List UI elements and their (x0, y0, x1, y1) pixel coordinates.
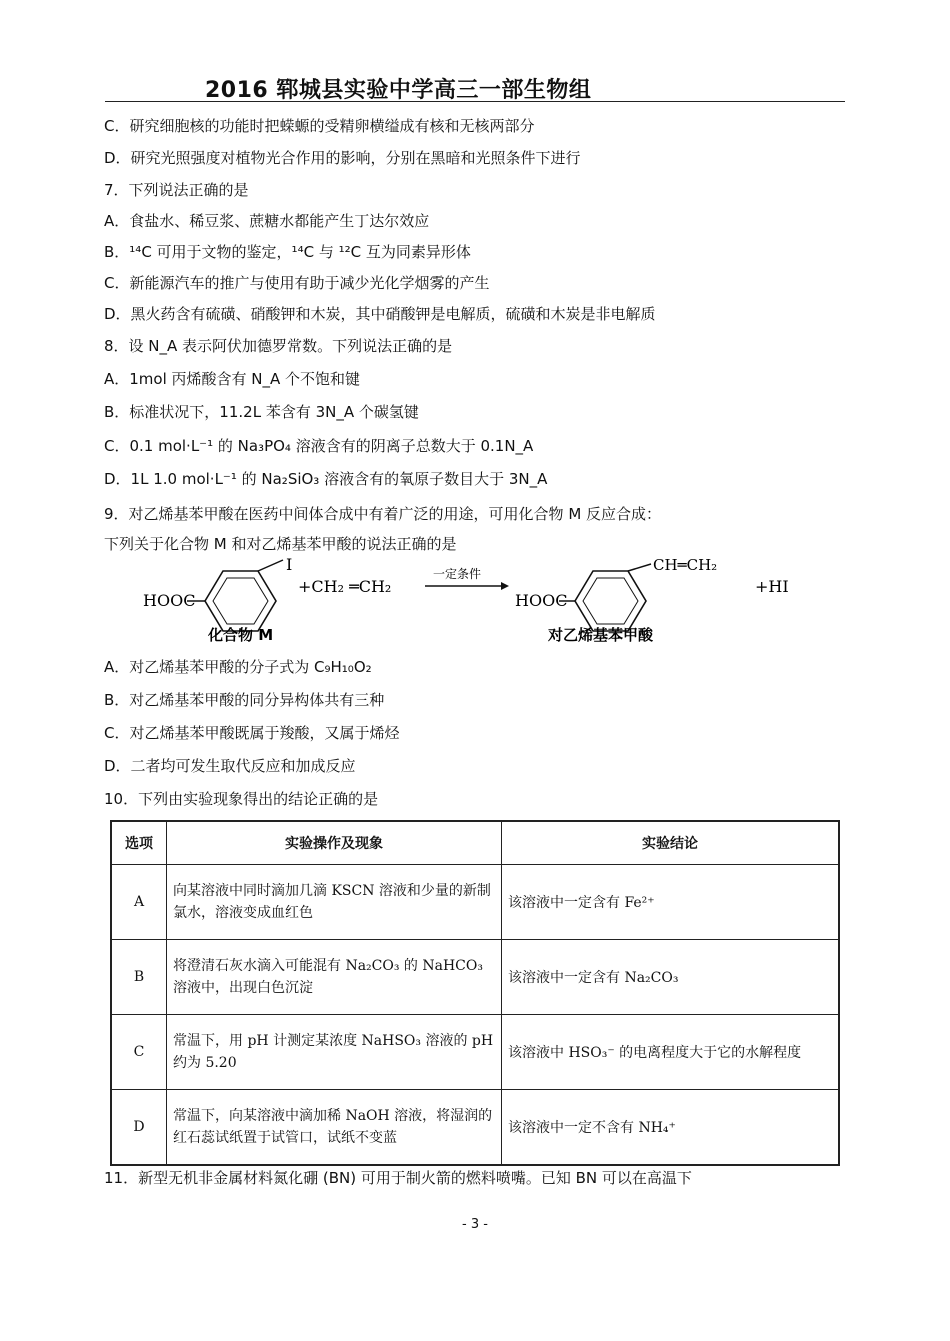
question-9-option-c: C．对乙烯基苯甲酸既属于羧酸，又属于烯烃 (104, 724, 400, 742)
row-conclusion: 该溶液中 HSO₃⁻ 的电离程度大于它的水解程度 (502, 1015, 840, 1090)
question-8-option-c: C．0.1 mol·L⁻¹ 的 Na₃PO₄ 溶液含有的阴离子总数大于 0.1N_A (104, 437, 534, 455)
reaction-equation (143, 558, 808, 643)
row-operation: 将澄清石灰水滴入可能混有 Na₂CO₃ 的 NaHCO₃ 溶液中，出现白色沉淀 (167, 940, 502, 1015)
question-6-option-d: D．研究光照强度对植物光合作用的影响，分别在黑暗和光照条件下进行 (104, 149, 581, 167)
row-conclusion: 该溶液中一定不含有 NH₄⁺ (502, 1090, 840, 1166)
reactant-group: HOOC (143, 591, 196, 610)
row-operation: 常温下，向某溶液中滴加稀 NaOH 溶液，将湿润的红石蕊试纸置于试管口，试纸不变蓝 (167, 1090, 502, 1166)
question-6-option-c: C．研究细胞核的功能时把蝾螈的受精卵横缢成有核和无核两部分 (104, 117, 535, 135)
benzene-ring-reactant (205, 571, 276, 631)
product-group: HOOC (515, 591, 568, 610)
header-rule (105, 101, 845, 102)
question-8-stem: 8．设 N_A 表示阿伏加德罗常数。下列说法正确的是 (104, 337, 453, 355)
reaction-condition: 一定条件 (433, 567, 482, 581)
question-9-option-b: B．对乙烯基苯甲酸的同分异构体共有三种 (104, 691, 385, 709)
question-8-option-a: A．1mol 丙烯酸含有 N_A 个不饱和键 (104, 370, 361, 388)
question-7-option-c: C．新能源汽车的推广与使用有助于减少光化学烟雾的产生 (104, 274, 490, 292)
question-7-option-d: D．黑火药含有硫磺、硝酸钾和木炭，其中硝酸钾是电解质，硫磺和木炭是非电解质 (104, 305, 656, 323)
benzene-ring-product (575, 571, 646, 631)
reactant-substituent: I (286, 558, 293, 574)
table-header-operation: 实验操作及现象 (167, 821, 502, 865)
question-11-stem: 11．新型无机非金属材料氮化硼 (BN) 可用于制火箭的燃料喷嘴。已知 BN 可以在高温下 (104, 1169, 692, 1187)
question-9-stem: 9．对乙烯基苯甲酸在医药中间体合成中有着广泛的用途，可用化合物 M 反应合成： (104, 505, 662, 523)
question-7-option-b: B．¹⁴C 可用于文物的鉴定，¹⁴C 与 ¹²C 互为同素异形体 (104, 243, 471, 261)
row-option: B (111, 940, 167, 1015)
plus-ethylene: +CH₂ ═CH₂ (298, 577, 392, 596)
row-operation: 向某溶液中同时滴加几滴 KSCN 溶液和少量的新制氯水，溶液变成血红色 (167, 865, 502, 940)
reactant-name: 化合物 M (208, 626, 274, 643)
question-9-option-a: A．对乙烯基苯甲酸的分子式为 C₉H₁₀O₂ (104, 658, 372, 676)
question-10-stem: 10．下列由实验现象得出的结论正确的是 (104, 790, 379, 808)
table-row (111, 1015, 839, 1090)
row-option: C (111, 1015, 167, 1090)
question-7-stem: 7．下列说法正确的是 (104, 181, 249, 199)
page-header-title: 2016 郓城县实验中学高三一部生物组 (205, 78, 592, 103)
plus-hi: +HI (755, 577, 789, 596)
row-option: A (111, 865, 167, 940)
table-row (111, 1090, 839, 1166)
question-7-option-a: A．食盐水、稀豆浆、蔗糖水都能产生丁达尔效应 (104, 212, 430, 230)
question-9-option-d: D．二者均可发生取代反应和加成反应 (104, 757, 356, 775)
row-conclusion: 该溶液中一定含有 Na₂CO₃ (502, 940, 840, 1015)
question-8-option-d: D．1L 1.0 mol·L⁻¹ 的 Na₂SiO₃ 溶液含有的氧原子数目大于 3N_A (104, 470, 548, 488)
question-8-option-b: B．标准状况下，11.2L 苯含有 3N_A 个碳氢键 (104, 403, 419, 421)
table-row (111, 865, 839, 940)
row-operation: 常温下，用 pH 计测定某浓度 NaHSO₃ 溶液的 pH 约为 5.20 (167, 1015, 502, 1090)
question-9-prompt: 下列关于化合物 M 和对乙烯基苯甲酸的说法正确的是 (104, 535, 457, 553)
product-name: 对乙烯基苯甲酸 (548, 626, 654, 643)
row-option: D (111, 1090, 167, 1166)
table-header-conclusion: 实验结论 (502, 821, 840, 865)
experiment-table (110, 820, 840, 1166)
row-conclusion: 该溶液中一定含有 Fe²⁺ (502, 865, 840, 940)
table-row (111, 940, 839, 1015)
product-substituent: CH═CH₂ (653, 558, 718, 574)
page-number: - 3 - (462, 1217, 488, 1232)
table-header-option: 选项 (111, 821, 167, 865)
